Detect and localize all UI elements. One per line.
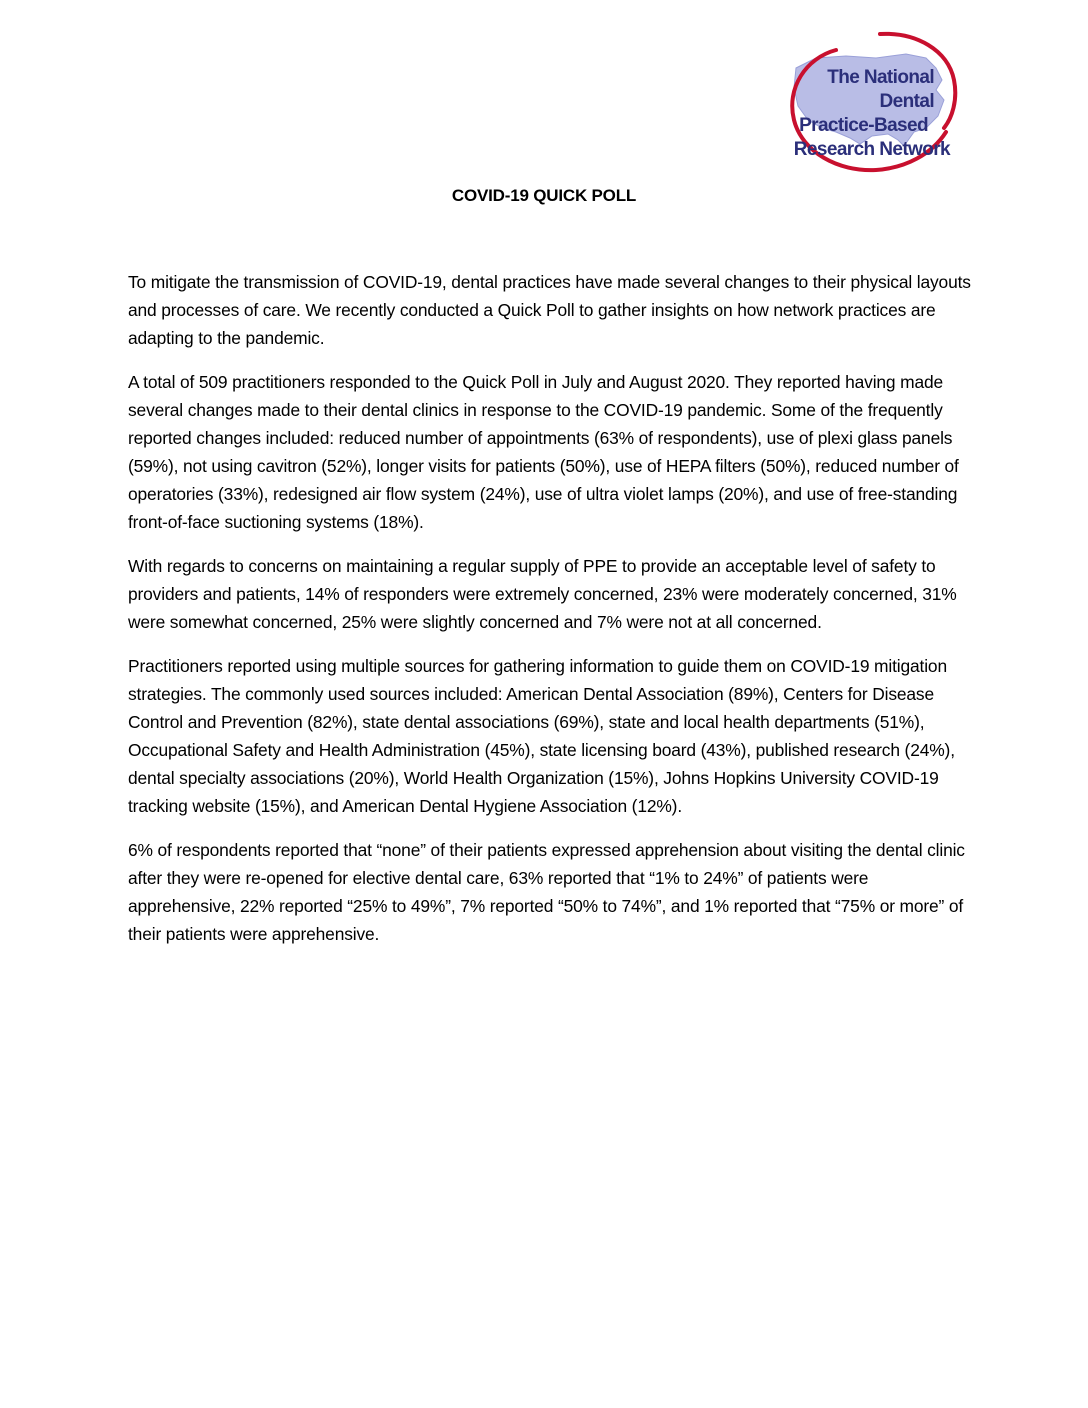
paragraph-intro: To mitigate the transmission of COVID-19, dental practices have made several changes to their physical layouts and processes of care. We recently conducted a Quick Poll to gather insights on how network practices are adapting to the pandemic. bbox=[128, 272, 971, 348]
logo-line-1: The National Dental bbox=[827, 67, 934, 112]
network-logo bbox=[776, 28, 960, 178]
logo-text bbox=[776, 66, 960, 162]
logo-line-2: Practice-Based bbox=[799, 115, 928, 136]
paragraph-sources: Practitioners reported using multiple sources for gathering information to guide them on COVID-19 mitigation strategies. The commonly used sources included: American Dental Association (89%), Centers for Disease Control and Prevention (82%), state dental associations (69%), state and local health departments (51%), Occupational Safety and Health Administration (45%), state licensing board (43%), published research (24%), dental specialty associations (20%), World Health Organization (15%), Johns Hopkins University COVID-19 tracking website (15%), and American Dental Hygiene Association (12%). bbox=[128, 656, 955, 816]
paragraph-changes: A total of 509 practitioners responded to the Quick Poll in July and August 2020. They reported having made several changes made to their dental clinics in response to the COVID-19 pandemic. Some of the frequently reported changes included: reduced number of appointments (63% of respondents), use of plexi glass panels (59%), not using cavitron (52%), longer visits for patients (50%), use of HEPA filters (50%), reduced number of operatories (33%), redesigned air flow system (24%), use of ultra violet lamps (20%), and use of free-standing front-of-face suctioning systems (18%). bbox=[128, 372, 959, 532]
logo-line-3: Research Network bbox=[793, 139, 950, 160]
document-body bbox=[128, 268, 978, 964]
paragraph-apprehension: 6% of respondents reported that “none” of their patients expressed apprehension about visiting the dental clinic after they were re-opened for elective dental care, 63% reported that “1% to 24%” of patients were apprehensive, 22% reported “25% to 49%”, 7% reported “50% to 74%”, and 1% reported that “75% or more” of their patients were apprehensive. bbox=[128, 840, 965, 944]
page-title: COVID-19 QUICK POLL bbox=[451, 186, 637, 205]
paragraph-ppe: With regards to concerns on maintaining a regular supply of PPE to provide an acceptable level of safety to providers and patients, 14% of responders were extremely concerned, 23% were moderately concerned, 31% were somewhat concerned, 25% were slightly concerned and 7% were not at all concerned. bbox=[128, 556, 957, 632]
